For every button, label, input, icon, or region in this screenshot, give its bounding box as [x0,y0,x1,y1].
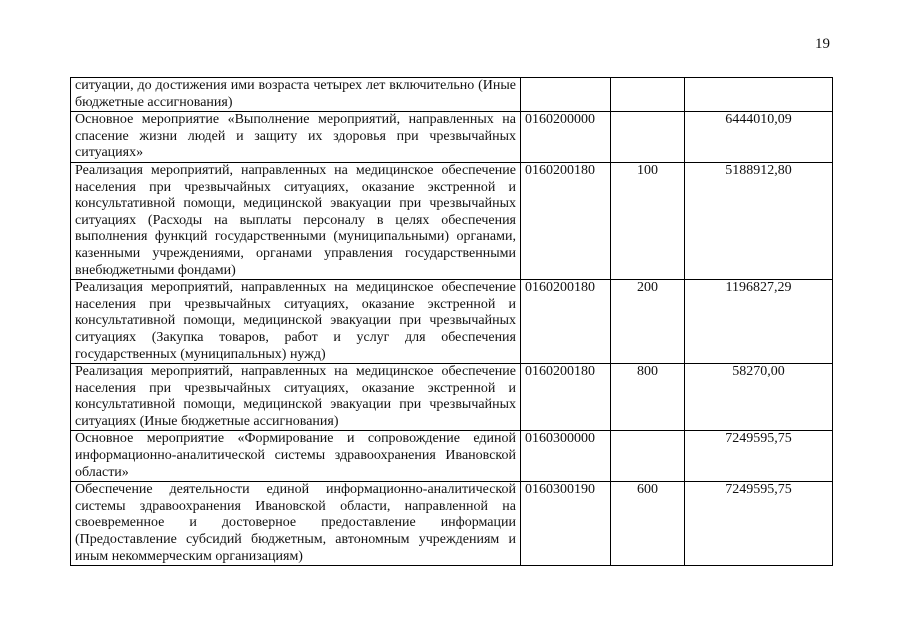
row-expense-type [611,431,685,482]
row-description: Реализация мероприятий, направленных на медицинское обеспечение населения при чрезвычайных ситуациях, оказание экстренной и консультативной помощи, медицинской эвакуации при чрезвычайных ситуациях (Закупка товаров, работ и услуг для обеспечения государственных (муниципальных) нужд) [71,280,521,364]
row-description: Основное мероприятие «Выполнение мероприятий, направленных на спасение жизни людей и защиту их здоровья при чрезвычайных ситуациях» [71,112,521,163]
row-expense-type: 200 [611,280,685,364]
row-code: 0160200000 [521,112,611,163]
row-expense-type: 600 [611,482,685,566]
row-code [521,78,611,112]
row-amount: 58270,00 [685,364,833,431]
row-amount: 7249595,75 [685,431,833,482]
row-description: Обеспечение деятельности единой информационно-аналитической системы здравоохранения Ивановской области, направленной на своевременное и достоверное предоставление информации (Предоставление субсидий бюджетным, автономным учреждениям и иным некоммерческим организациям) [71,482,521,566]
row-description: Основное мероприятие «Формирование и сопровождение единой информационно-аналитической системы здравоохранения Ивановской области» [71,431,521,482]
table-row [71,431,833,482]
row-amount: 1196827,29 [685,280,833,364]
table-row [71,280,833,364]
table-row [71,482,833,566]
row-description: ситуации, до достижения ими возраста четырех лет включительно (Иные бюджетные ассигнования) [71,78,521,112]
row-description: Реализация мероприятий, направленных на медицинское обеспечение населения при чрезвычайных ситуациях, оказание экстренной и консультативной помощи, медицинской эвакуации при чрезвычайных ситуациях (Расходы на выплаты персоналу в целях обеспечения выполнения функций государственными (муниципальными) органами, казенными учреждениями, органами управления государственными внебюджетными фондами) [71,162,521,279]
row-description: Реализация мероприятий, направленных на медицинское обеспечение населения при чрезвычайных ситуациях, оказание экстренной и консультативной помощи, медицинской эвакуации при чрезвычайных ситуациях (Иные бюджетные ассигнования) [71,364,521,431]
table-row [71,364,833,431]
budget-table [70,77,833,566]
row-expense-type: 800 [611,364,685,431]
row-expense-type [611,112,685,163]
row-code: 0160300190 [521,482,611,566]
table-row [71,78,833,112]
row-code: 0160200180 [521,280,611,364]
row-amount: 7249595,75 [685,482,833,566]
row-code: 0160200180 [521,162,611,279]
row-amount: 6444010,09 [685,112,833,163]
row-amount [685,78,833,112]
page-number: 19 [815,36,830,52]
row-code: 0160200180 [521,364,611,431]
row-expense-type [611,78,685,112]
row-code: 0160300000 [521,431,611,482]
table-row [71,162,833,279]
row-expense-type: 100 [611,162,685,279]
row-amount: 5188912,80 [685,162,833,279]
table-row [71,112,833,163]
